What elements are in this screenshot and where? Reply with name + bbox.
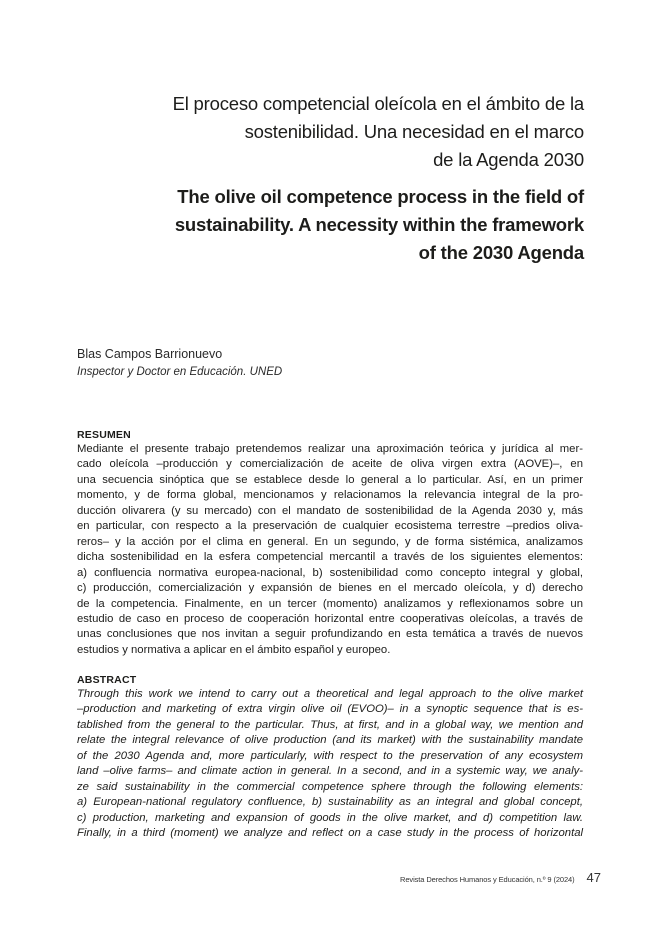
resumen-line: a) confluencia normativa europea-nacional, b) sostenibilidad como concepto integral y global, [77, 566, 583, 579]
resumen-line: estudios y normativa a aplicar en el ámbito español y europeo. [77, 643, 391, 656]
resumen-line: una secuencia sinóptica que se establece desde lo general a lo particular. Así, en un primer [77, 473, 583, 486]
title-spanish-line: sostenibilidad. Una necesidad en el marco [244, 121, 584, 142]
page-number: 47 [586, 870, 601, 885]
resumen-line: en particular, con respecto a la preservación de cualquier ecosistema terrestre –predios oliva- [77, 520, 583, 533]
title-spanish [100, 90, 584, 174]
resumen-line: Mediante el presente trabajo pretendemos realizar una aproximación teórica y jurídica al mer- [77, 443, 583, 455]
resumen-line: momento, y de forma global, mencionamos y relacionamos la relevancia integral de la pro- [77, 489, 583, 502]
resumen-line: dicha sostenibilidad en la esfera competencial mercantil a través de los siguientes elementos: [77, 551, 583, 564]
resumen-line: cado oleícola –producción y comercialización de aceite de oliva virgen extra (AOVE)–, en [77, 458, 583, 471]
abstract-heading: ABSTRACT [77, 674, 137, 686]
abstract-line: c) production, marketing and expansion of goods in the olive market, and d) competition law. [77, 811, 583, 824]
resumen-line: estudio de caso en proceso de cooperación horizontal entre cooperativas oleícolas, a través de [77, 612, 583, 625]
abstract-line: ze said sustainability in the commercial competence sphere through the following elements: [77, 780, 583, 793]
title-english [100, 183, 584, 267]
title-english-line: of the 2030 Agenda [418, 242, 584, 263]
title-spanish-line: de la Agenda 2030 [433, 149, 584, 170]
title-english-line: sustainability. A necessity within the framework [174, 214, 584, 235]
abstract-line: –production and marketing of extra virgin olive oil (EVOO)– in a synoptic sequence that is es- [77, 703, 583, 716]
journal-reference: Revista Derechos Humanos y Educación, n.º 9 (2024) [400, 875, 575, 884]
resumen-line: de la competencia. Finalmente, en un tercer (momento) analizamos y reflexionamos sobre un [77, 597, 583, 610]
resumen-heading: RESUMEN [77, 429, 131, 441]
abstract-line: Finally, in a third (moment) we analyze and reflect on a case study in the process of horizontal [77, 827, 583, 840]
abstract-line: relate the integral relevance of olive production (and its market) with the sustainability mandate [77, 734, 583, 747]
resumen-section [77, 428, 583, 658]
author-affiliation: Inspector y Doctor en Educación. UNED [77, 366, 283, 378]
abstract-line: tablished from the general to the particular. Thus, at first, and in a global way, we mention and [77, 718, 583, 731]
abstract-section [77, 673, 583, 842]
article-titles [100, 90, 584, 267]
abstract-line: Through this work we intend to carry out a theoretical and legal approach to the olive market [77, 688, 583, 700]
abstract-line: a) European-national regulatory confluence, b) sustainability as an integral and global concept, [77, 796, 583, 809]
resumen-line: ducción olivarera (y su mercado) con el mandato de sostenibilidad de la Agenda 2030 y, más [77, 504, 583, 517]
resumen-line: reros– y la acción por el clima en general. En un segundo, y de forma sistémica, analizamos [77, 535, 583, 548]
resumen-line: c) producción, comercialización y expansión de bienes en el mercado oleícola, y d) derecho [77, 582, 583, 595]
resumen-line: unas conclusiones que nos invitan a seguir profundizando en esta temática a través de nuevos [77, 628, 583, 641]
title-spanish-line: El proceso competencial oleícola en el ámbito de la [172, 93, 584, 114]
title-english-line: The olive oil competence process in the field of [177, 186, 584, 207]
abstract-line: of the 2030 Agenda and, more particularly, with respect to the preservation of any ecosystem [77, 749, 583, 762]
author-name: Blas Campos Barrionuevo [77, 347, 223, 361]
page-footer [400, 870, 601, 885]
abstract-line: land –olive farms– and climate action in general. In a second, and in a systemic way, we analy- [77, 765, 583, 778]
